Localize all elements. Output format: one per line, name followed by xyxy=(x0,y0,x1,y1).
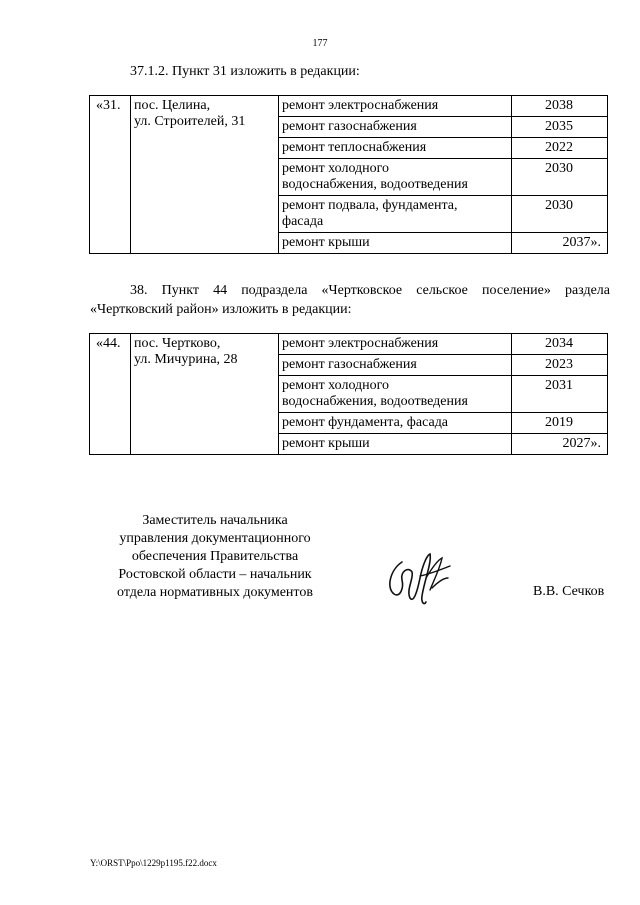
paragraph-line: «Чертковский район» изложить в редакции: xyxy=(90,302,352,317)
work-line: ремонт подвала, фундамента, xyxy=(282,198,458,213)
position-line: Ростовской области – начальник xyxy=(118,567,312,582)
table-row xyxy=(90,96,608,117)
address-line: пос. Чертково, xyxy=(134,336,221,351)
work-type xyxy=(279,376,512,413)
work-year: 2038 xyxy=(512,96,608,117)
position-line: Заместитель начальника xyxy=(142,513,288,528)
work-type: ремонт крыши xyxy=(279,434,512,455)
table-item-31 xyxy=(89,95,608,254)
signer-name: В.В. Сечков xyxy=(533,584,605,599)
work-year: 2022 xyxy=(512,138,608,159)
work-type: ремонт газоснабжения xyxy=(279,355,512,376)
item-address xyxy=(131,334,279,455)
work-type: ремонт теплоснабжения xyxy=(279,138,512,159)
position-line: обеспечения Правительства xyxy=(131,549,299,564)
item-number: «31. xyxy=(90,96,131,254)
position-line: отдела нормативных документов xyxy=(117,585,313,600)
work-type: ремонт газоснабжения xyxy=(279,117,512,138)
work-year: 2023 xyxy=(512,355,608,376)
work-year: 2030 xyxy=(512,159,608,196)
work-year: 2031 xyxy=(512,376,608,413)
paragraph-line: 38. Пункт 44 подраздела «Чертковское сельское поселение» раздела xyxy=(130,283,610,298)
handwritten-signature xyxy=(380,548,460,608)
item-address xyxy=(131,96,279,254)
paragraph-38 xyxy=(90,281,610,319)
work-line: фасада xyxy=(282,214,324,229)
work-type: ремонт крыши xyxy=(279,233,512,254)
work-year: 2030 xyxy=(512,196,608,233)
work-line: ремонт холодного xyxy=(282,161,390,176)
address-line: ул. Мичурина, 28 xyxy=(134,352,238,367)
page-number: 177 xyxy=(312,38,328,49)
work-type xyxy=(279,196,512,233)
work-year: 2019 xyxy=(512,413,608,434)
item-number: «44. xyxy=(90,334,131,455)
work-year: 2037». xyxy=(512,233,608,254)
work-year: 2034 xyxy=(512,334,608,355)
work-type: ремонт фундамента, фасада xyxy=(279,413,512,434)
paragraph-37-1-2: 37.1.2. Пункт 31 изложить в редакции: xyxy=(130,64,360,79)
table-row xyxy=(90,334,608,355)
work-line: водоснабжения, водоотведения xyxy=(282,394,468,409)
work-year: 2035 xyxy=(512,117,608,138)
work-type: ремонт электроснабжения xyxy=(279,334,512,355)
work-year: 2027». xyxy=(512,434,608,455)
work-type xyxy=(279,159,512,196)
signatory-position xyxy=(110,512,320,602)
work-line: водоснабжения, водоотведения xyxy=(282,177,468,192)
work-type: ремонт электроснабжения xyxy=(279,96,512,117)
position-line: управления документационного xyxy=(119,531,311,546)
address-line: пос. Целина, xyxy=(134,98,211,113)
work-line: ремонт холодного xyxy=(282,378,390,393)
address-line: ул. Строителей, 31 xyxy=(134,114,246,129)
file-path: Y:\ORST\Ppo\1229p1195.f22.docx xyxy=(90,858,217,868)
table-item-44 xyxy=(89,333,608,455)
